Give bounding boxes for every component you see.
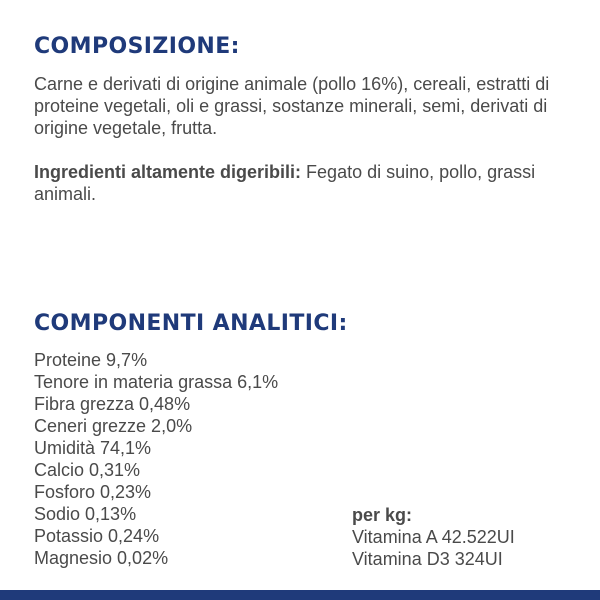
composition-text: Carne e derivati di origine animale (pollo 16%), cereali, estratti di proteine vegetali, oli e grassi, sostanze minerali, semi, derivati di origine vegetale, frutta. — [34, 74, 550, 138]
digestible-ingredients — [34, 161, 574, 205]
vitamin-item: Vitamina A 42.522UI — [352, 527, 515, 547]
analytical-list — [34, 349, 278, 569]
list-item: Ceneri grezze 2,0% — [34, 416, 193, 436]
digestible-label: Ingredienti altamente digeribili: — [34, 162, 302, 182]
list-item: Tenore in materia grassa 6,1% — [34, 372, 279, 392]
per-kg-label: per kg: — [352, 505, 413, 525]
list-item: Fibra grezza 0,48% — [34, 394, 191, 414]
digestible-value: Fegato di suino, pollo, grassi animali. — [34, 162, 536, 204]
list-item: Magnesio 0,02% — [34, 548, 169, 568]
list-item: Calcio 0,31% — [34, 460, 141, 480]
list-item: Sodio 0,13% — [34, 504, 137, 524]
list-item: Proteine 9,7% — [34, 350, 148, 370]
list-item: Umidità 74,1% — [34, 438, 152, 458]
list-item: Potassio 0,24% — [34, 526, 160, 546]
bottom-bar — [0, 590, 600, 600]
composition-heading: COMPOSIZIONE: — [34, 34, 240, 59]
per-kg-block — [352, 504, 515, 570]
analytical-heading: COMPONENTI ANALITICI: — [34, 311, 348, 336]
list-item: Fosforo 0,23% — [34, 482, 152, 502]
vitamin-item: Vitamina D3 324UI — [352, 549, 503, 569]
